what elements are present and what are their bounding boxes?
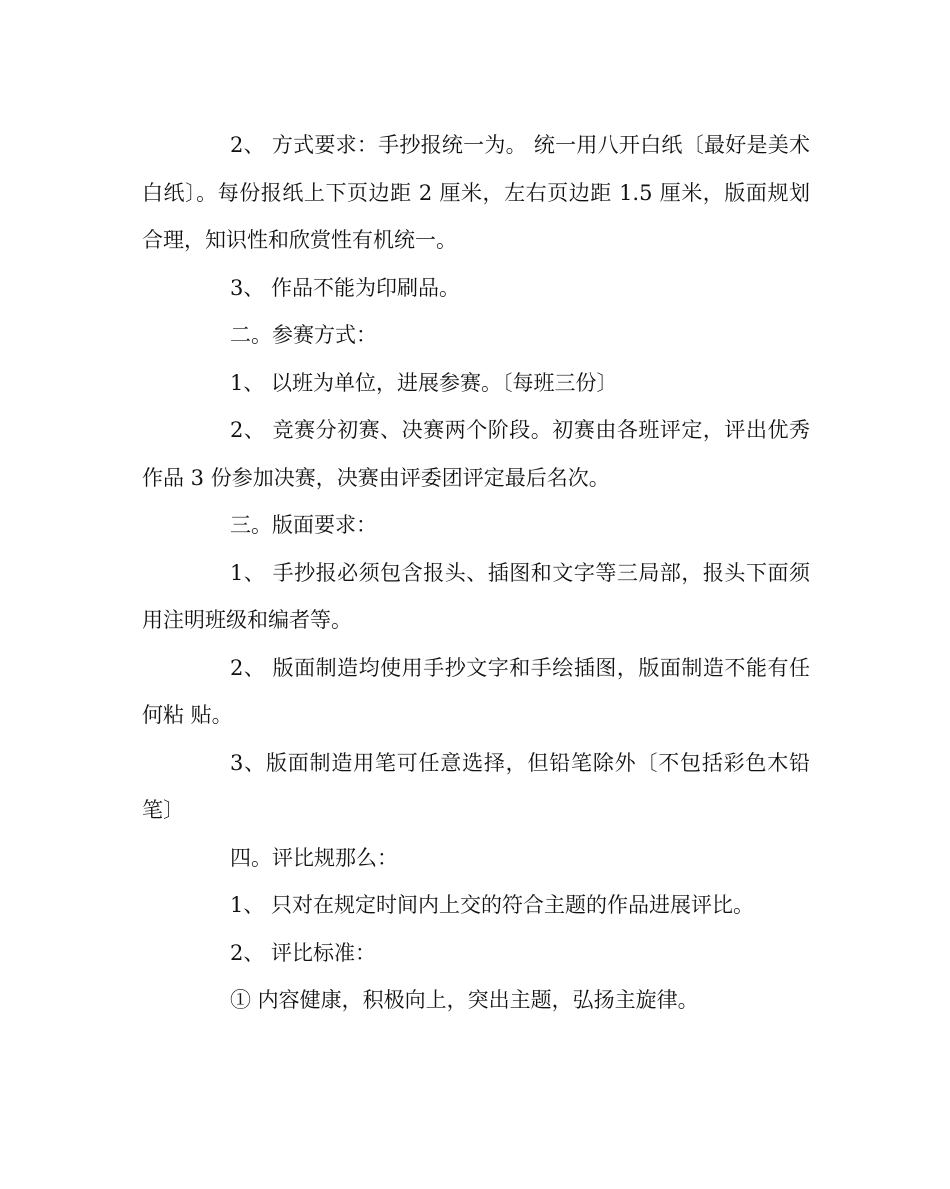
paragraph-format-requirement: 2、 方式要求：手抄报统一为。 统一用八开白纸〔最好是美术白纸〕。每份报纸上下页边距 2 厘米，左右页边距 1.5 厘米，版面规划合理，知识性和欣赏性有机统一。	[142, 133, 810, 252]
section-heading-participation: 二。参赛方式：	[230, 323, 377, 347]
section-heading-layout: 三。版面要求：	[230, 513, 377, 537]
paragraph-handwritten-only: 2、 版面制造均使用手抄文字和手绘插图，版面制造不能有任何粘 贴。	[142, 655, 810, 727]
paragraph-layout-parts: 1、 手抄报必须包含报头、插图和文字等三局部，报头下面须用注明班级和编者等。	[142, 560, 810, 632]
paragraph-deadline-rule: 1、 只对在规定时间内上交的符合主题的作品进展评比。	[230, 893, 755, 917]
section-heading-rules: 四。评比规那么：	[230, 845, 398, 870]
document-body	[142, 122, 810, 1025]
paragraph-criteria-heading: 2、 评比标准：	[230, 940, 377, 965]
paragraph-criterion-1: ① 内容健康，积极向上，突出主题，弘扬主旋律。	[230, 988, 699, 1012]
paragraph-class-unit: 1、 以班为单位，进展参赛。〔每班三份〕	[230, 370, 618, 395]
paragraph-competition-stages: 2、 竞赛分初赛、决赛两个阶段。初赛由各班评定，评出优秀作品 3 份参加决赛，决赛由评委团评定最后名次。	[142, 418, 810, 490]
paragraph-no-printed-works: 3、 作品不能为印刷品。	[230, 275, 461, 300]
paragraph-pen-choice: 3、版面制造用笔可任意选择，但铅笔除外〔不包括彩色木铅笔〕	[142, 750, 810, 822]
